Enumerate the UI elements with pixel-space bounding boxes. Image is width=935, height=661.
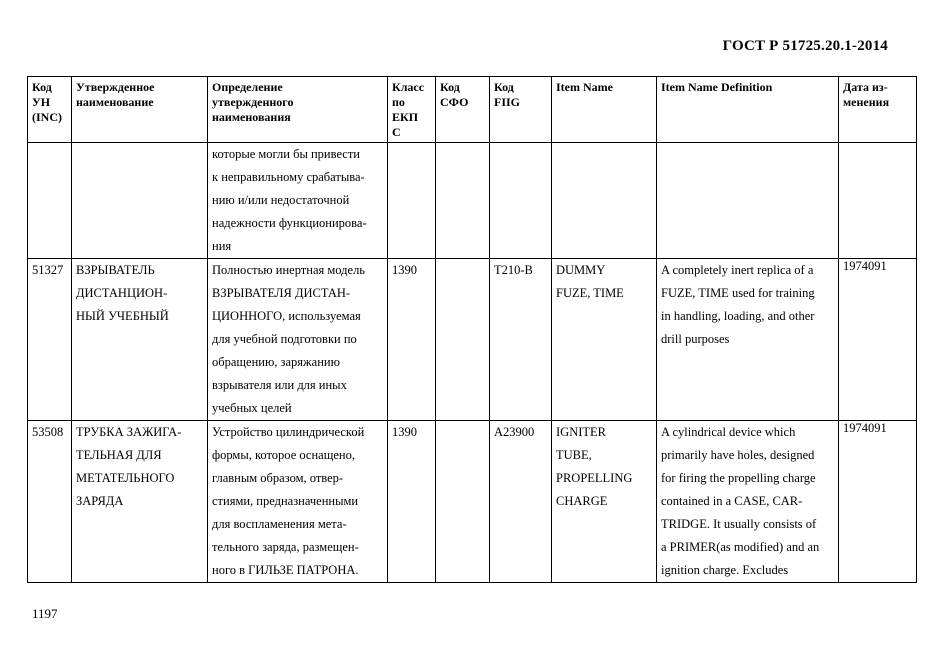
header-line: Item Name Definition	[661, 80, 773, 94]
cell-item-name	[552, 421, 657, 583]
document-code: ГОСТ Р 51725.20.1-2014	[722, 38, 888, 54]
header-line: Код	[440, 80, 460, 94]
header-line: ЕКП	[392, 110, 419, 124]
text-line: тельного заряда, размещен-	[212, 540, 359, 554]
text-line: надежности функционирова-	[212, 216, 367, 230]
cell-inc	[28, 143, 72, 259]
text-line: ЦИОННОГО, используемая	[212, 309, 361, 323]
text-line: учебных целей	[212, 401, 292, 415]
header-line: наименования	[212, 110, 291, 124]
col-header-definition	[208, 77, 388, 143]
table-row	[28, 259, 917, 421]
text-line: contained in a CASE, CAR-	[661, 494, 803, 508]
cell-date: 1974091	[839, 421, 917, 583]
registry-table	[27, 76, 917, 583]
text-line: для воспламенения мета-	[212, 517, 347, 531]
text-line: к неправильному срабатыва-	[212, 170, 365, 184]
cell-fiig: T210-B	[490, 259, 552, 421]
text-line: in handling, loading, and other	[661, 309, 815, 323]
cell-item-name	[552, 143, 657, 259]
cell-inc: 53508	[28, 421, 72, 583]
col-header-fiig	[490, 77, 552, 143]
cell-name	[72, 421, 208, 583]
cell-class	[388, 143, 436, 259]
cell-item-definition	[657, 143, 839, 259]
cell-name	[72, 259, 208, 421]
text-line: FUZE, TIME	[556, 286, 624, 300]
cell-sfo	[436, 143, 490, 259]
header-line: менения	[843, 95, 890, 109]
col-header-inc	[28, 77, 72, 143]
header-line: (INC)	[32, 110, 62, 124]
cell-name	[72, 143, 208, 259]
text-line: TUBE,	[556, 448, 592, 462]
text-line: A completely inert replica of a	[661, 263, 814, 277]
text-line: ТРУБКА ЗАЖИГА-	[76, 425, 182, 439]
table-row	[28, 143, 917, 259]
text-line: ния	[212, 239, 232, 253]
text-line: Устройство цилиндрической	[212, 425, 365, 439]
col-header-name	[72, 77, 208, 143]
text-line: ВЗРЫВАТЕЛЬ	[76, 263, 155, 277]
cell-date: 1974091	[839, 259, 917, 421]
text-line: for firing the propelling charge	[661, 471, 816, 485]
text-line: обращению, заряжанию	[212, 355, 340, 369]
header-line: Класс	[392, 80, 425, 94]
text-line: формы, которое оснащено,	[212, 448, 355, 462]
col-header-item-definition	[657, 77, 839, 143]
cell-class: 1390	[388, 421, 436, 583]
header-line: Определение	[212, 80, 283, 94]
header-line: наименование	[76, 95, 154, 109]
text-line: ЗАРЯДА	[76, 494, 124, 508]
cell-inc: 51327	[28, 259, 72, 421]
cell-fiig: A23900	[490, 421, 552, 583]
text-line: drill purposes	[661, 332, 730, 346]
text-line: МЕТАТЕЛЬНОГО	[76, 471, 175, 485]
header-line: Дата из-	[843, 80, 888, 94]
text-line: CHARGE	[556, 494, 608, 508]
text-line: TRIDGE. It usually consists of	[661, 517, 817, 531]
col-header-sfo	[436, 77, 490, 143]
text-line: взрывателя или для иных	[212, 378, 347, 392]
text-line: ного в ГИЛЬЗЕ ПАТРОНА.	[212, 563, 359, 577]
text-line: главным образом, отвер-	[212, 471, 344, 485]
header-line: Item Name	[556, 80, 613, 94]
page-number: 1197	[32, 606, 58, 621]
header-line: Утвержденное	[76, 80, 155, 94]
header-line: Код	[494, 80, 514, 94]
text-line: НЫЙ УЧЕБНЫЙ	[76, 309, 169, 323]
header-line: СФО	[440, 95, 469, 109]
cell-sfo	[436, 421, 490, 583]
text-line: ВЗРЫВАТЕЛЯ ДИСТАН-	[212, 286, 351, 300]
text-line: IGNITER	[556, 425, 606, 439]
text-line: для учебной подготовки по	[212, 332, 357, 346]
text-line: Полностью инертная модель	[212, 263, 366, 277]
cell-class: 1390	[388, 259, 436, 421]
header-line: по	[392, 95, 405, 109]
text-line: ТЕЛЬНАЯ ДЛЯ	[76, 448, 162, 462]
table-row	[28, 421, 917, 583]
col-header-date	[839, 77, 917, 143]
cell-item-name	[552, 259, 657, 421]
text-line: стиями, предназначенными	[212, 494, 359, 508]
header-line: Код	[32, 80, 52, 94]
header-line: FIIG	[494, 95, 521, 109]
table-header-row	[28, 77, 917, 143]
cell-definition	[208, 259, 388, 421]
col-header-item-name	[552, 77, 657, 143]
text-line: A cylindrical device which	[661, 425, 796, 439]
text-line: primarily have holes, designed	[661, 448, 815, 462]
cell-sfo	[436, 259, 490, 421]
cell-fiig	[490, 143, 552, 259]
cell-item-definition	[657, 421, 839, 583]
text-line: FUZE, TIME used for training	[661, 286, 815, 300]
text-line: DUMMY	[556, 263, 606, 277]
text-line: ДИСТАНЦИОН-	[76, 286, 168, 300]
text-line: a PRIMER(as modified) and an	[661, 540, 820, 554]
text-line: которые могли бы привести	[212, 147, 360, 161]
header-line: УН	[32, 95, 51, 109]
text-line: PROPELLING	[556, 471, 633, 485]
cell-definition	[208, 143, 388, 259]
text-line: нию и/или недостаточной	[212, 193, 350, 207]
header-line: С	[392, 125, 401, 139]
col-header-class	[388, 77, 436, 143]
cell-definition	[208, 421, 388, 583]
text-line: ignition charge. Excludes	[661, 563, 789, 577]
cell-date	[839, 143, 917, 259]
header-line: утвержденного	[212, 95, 294, 109]
cell-item-definition	[657, 259, 839, 421]
